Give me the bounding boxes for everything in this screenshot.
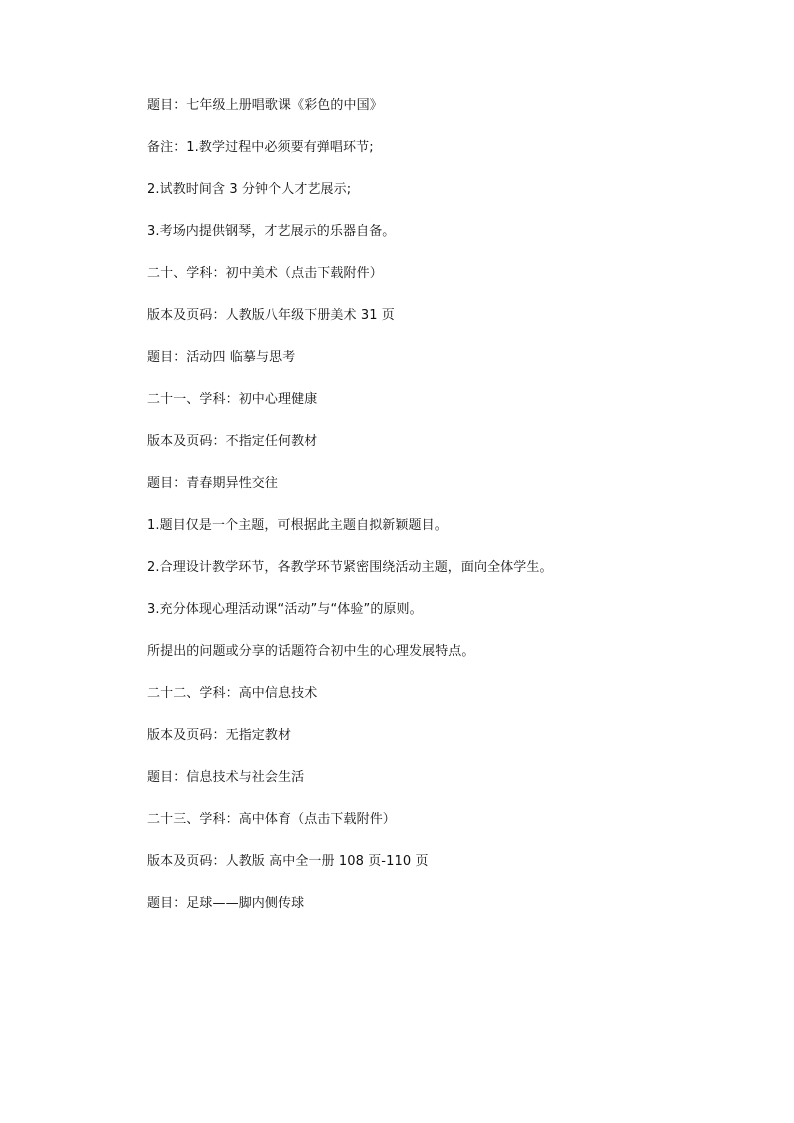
section-20-edition: 版本及页码：人教版八年级下册美术 31 页	[147, 308, 395, 323]
section-23-heading: 二十三、学科：高中体育（点击下载附件）	[147, 812, 396, 827]
section-21-requirement-1: 1.题目仅是一个主题，可根据此主题自拟新颖题目。	[147, 518, 448, 533]
section-21-edition: 版本及页码：不指定任何教材	[147, 434, 318, 449]
topic-music-line: 题目：七年级上册唱歌课《彩色的中国》	[147, 98, 383, 113]
section-22-heading: 二十二、学科：高中信息技术	[147, 686, 318, 701]
section-20-heading: 二十、学科：初中美术（点击下载附件）	[147, 266, 383, 281]
section-21-topic: 题目：青春期异性交往	[147, 476, 279, 491]
note-line-2: 2.试教时间含 3 分钟个人才艺展示;	[147, 182, 352, 197]
note-line-3: 3.考场内提供钢琴，才艺展示的乐器自备。	[147, 224, 396, 239]
document-body	[147, 97, 707, 937]
section-23-topic: 题目：足球——脚内侧传球	[147, 896, 305, 911]
section-21-requirement-3: 3.充分体现心理活动课“活动”与“体验”的原则。	[147, 602, 423, 617]
section-22-topic: 题目：信息技术与社会生活	[147, 770, 305, 785]
section-23-edition: 版本及页码：人教版 高中全一册 108 页-110 页	[147, 854, 429, 869]
section-21-requirement-2: 2.合理设计教学环节，各教学环节紧密围绕活动主题，面向全体学生。	[147, 560, 553, 575]
section-21-requirement-4: 所提出的问题或分享的话题符合初中生的心理发展特点。	[147, 644, 475, 659]
section-21-heading: 二十一、学科：初中心理健康	[147, 392, 318, 407]
note-line-1: 备注：1.教学过程中必须要有弹唱环节;	[147, 140, 374, 155]
section-22-edition: 版本及页码：无指定教材	[147, 728, 292, 743]
section-20-topic: 题目：活动四 临摹与思考	[147, 350, 296, 365]
